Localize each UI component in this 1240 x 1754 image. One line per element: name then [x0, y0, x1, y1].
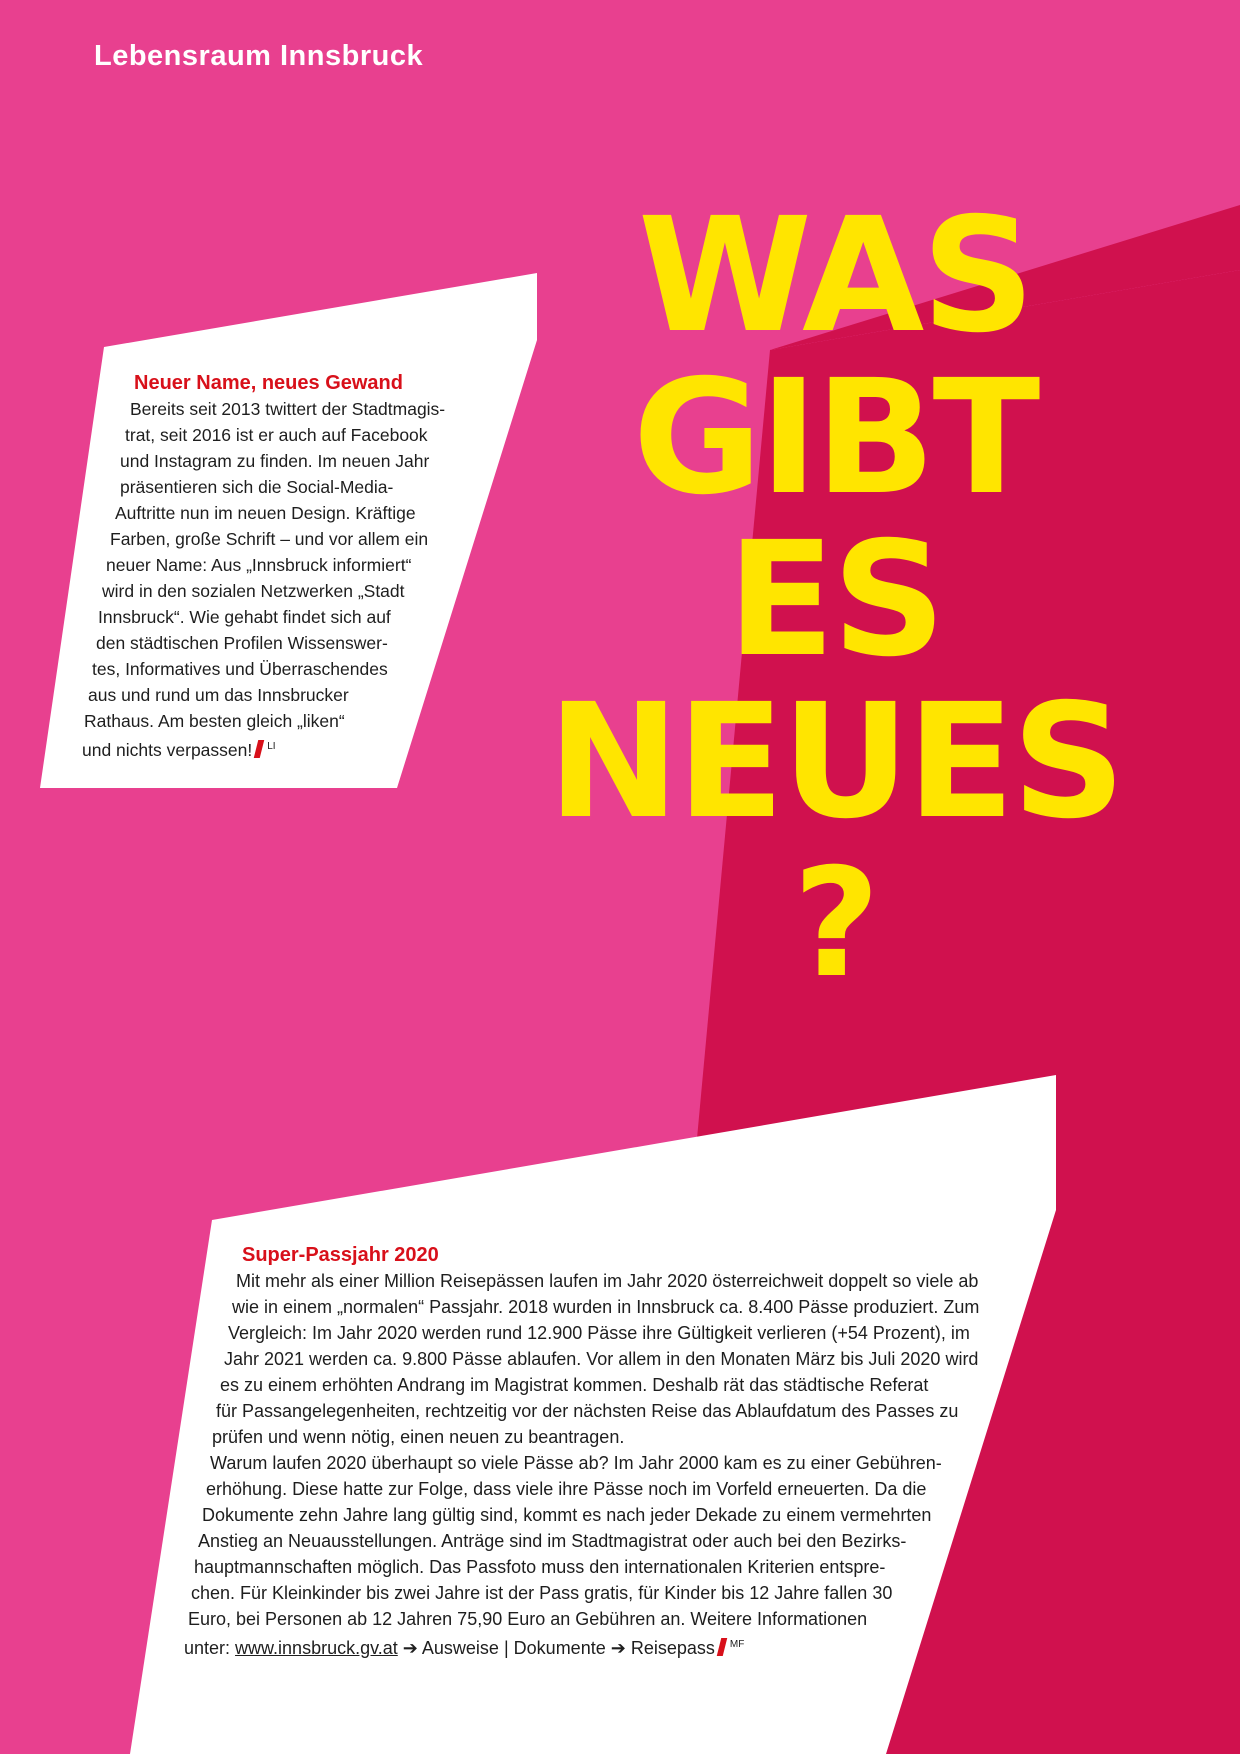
- article-passjahr: [184, 1242, 1004, 1661]
- article-line-last: [184, 1632, 1004, 1661]
- breadcrumb-ausweise: Ausweise: [421, 1638, 499, 1658]
- article-line: erhöhung. Diese hatte zur Folge, dass viele ihre Pässe noch im Vorfeld erneuerten. Da die: [206, 1479, 927, 1499]
- headline-line-2: GIBT: [632, 346, 1038, 530]
- breadcrumb-reisepass: Reisepass: [630, 1638, 715, 1658]
- article-line: prüfen und wenn nötig, einen neuen zu beantragen.: [212, 1427, 625, 1447]
- article-line: wie in einem „normalen“ Passjahr. 2018 wurden in Innsbruck ca. 8.400 Pässe produziert. Zum: [232, 1297, 980, 1317]
- breadcrumb-separator: |: [503, 1638, 509, 1658]
- article-line: für Passangelegenheiten, rechtzeitig vor der nächsten Reise das Ablaufdatum des Passes zu: [216, 1401, 959, 1421]
- article-line: Vergleich: Im Jahr 2020 werden rund 12.900 Pässe ihre Gültigkeit verlieren (+54 Prozent), im: [228, 1323, 970, 1343]
- article-line: trat, seit 2016 ist er auch auf Facebook: [125, 425, 428, 445]
- article-line: und Instagram zu finden. Im neuen Jahr: [120, 451, 430, 471]
- article-line: Farben, große Schrift – und vor allem ein: [110, 529, 429, 549]
- article-line: Innsbruck“. Wie gehabt findet sich auf: [98, 607, 391, 627]
- article-line: hauptmannschaften möglich. Das Passfoto muss den internationalen Kriterien entspre-: [194, 1557, 886, 1577]
- article-line: tes, Informatives und Überraschendes: [92, 659, 388, 679]
- headline-line-3: ES: [727, 508, 943, 692]
- article-line: Bereits seit 2013 twittert der Stadtmagis-: [130, 399, 446, 419]
- article-line: Mit mehr als einer Million Reisepässen laufen im Jahr 2020 österreichweit doppelt so viele ab: [236, 1271, 979, 1291]
- headline: [510, 184, 1160, 1011]
- article-line: Rathaus. Am besten gleich „liken“: [84, 711, 345, 731]
- article-line: aus und rund um das Innsbrucker: [88, 685, 349, 705]
- breadcrumb-dokumente: Dokumente: [513, 1638, 606, 1658]
- article-line: den städtischen Profilen Wissenswer-: [96, 633, 388, 653]
- end-slash-icon: [717, 1638, 727, 1656]
- article-passjahr-title: Super-Passjahr 2020: [242, 1244, 439, 1266]
- url-prefix: unter:: [184, 1638, 231, 1658]
- article-line: Auftritte nun im neuen Design. Kräftige: [115, 503, 416, 523]
- author-initials: MF: [729, 1639, 745, 1650]
- headline-line-4: NEUES: [547, 670, 1123, 854]
- article-line: wird in den sozialen Netzwerken „Stadt: [102, 581, 405, 601]
- website-link[interactable]: www.innsbruck.gv.at: [235, 1638, 398, 1658]
- arrow-right-icon: ➔: [610, 1638, 626, 1658]
- author-initials: LI: [267, 741, 276, 752]
- article-line-last: [82, 734, 472, 763]
- article-social-media-title: Neuer Name, neues Gewand: [134, 372, 403, 394]
- article-line: präsentieren sich die Social-Media-: [120, 477, 394, 497]
- headline-line-5: ?: [792, 837, 877, 1011]
- end-slash-icon: [254, 740, 264, 758]
- article-line: Dokumente zehn Jahre lang gültig sind, kommt es nach jeder Dekade zu einem vermehrten: [202, 1505, 932, 1525]
- article-line: es zu einem erhöhten Andrang im Magistrat kommen. Deshalb rät das städtische Referat: [220, 1375, 929, 1395]
- article-line: neuer Name: Aus „Innsbruck informiert“: [106, 555, 412, 575]
- arrow-right-icon: ➔: [402, 1638, 418, 1658]
- article-line: Warum laufen 2020 überhaupt so viele Pässe ab? Im Jahr 2000 kam es zu einer Gebühren-: [210, 1453, 942, 1473]
- section-title: Lebensraum Innsbruck: [94, 40, 424, 72]
- headline-line-1: WAS: [637, 184, 1033, 368]
- article-line: Euro, bei Personen ab 12 Jahren 75,90 Euro an Gebühren an. Weitere Informationen: [188, 1609, 868, 1629]
- article-line-text: und nichts verpassen!: [82, 740, 253, 760]
- article-line: Jahr 2021 werden ca. 9.800 Pässe ablaufen. Vor allem in den Monaten März bis Juli 2020 wird: [224, 1349, 979, 1369]
- article-social-media: [82, 370, 472, 763]
- article-line: chen. Für Kleinkinder bis zwei Jahre ist der Pass gratis, für Kinder bis 12 Jahre fallen 30: [191, 1583, 893, 1603]
- article-line: Anstieg an Neuausstellungen. Anträge sind im Stadtmagistrat oder auch bei den Bezirks-: [198, 1531, 907, 1551]
